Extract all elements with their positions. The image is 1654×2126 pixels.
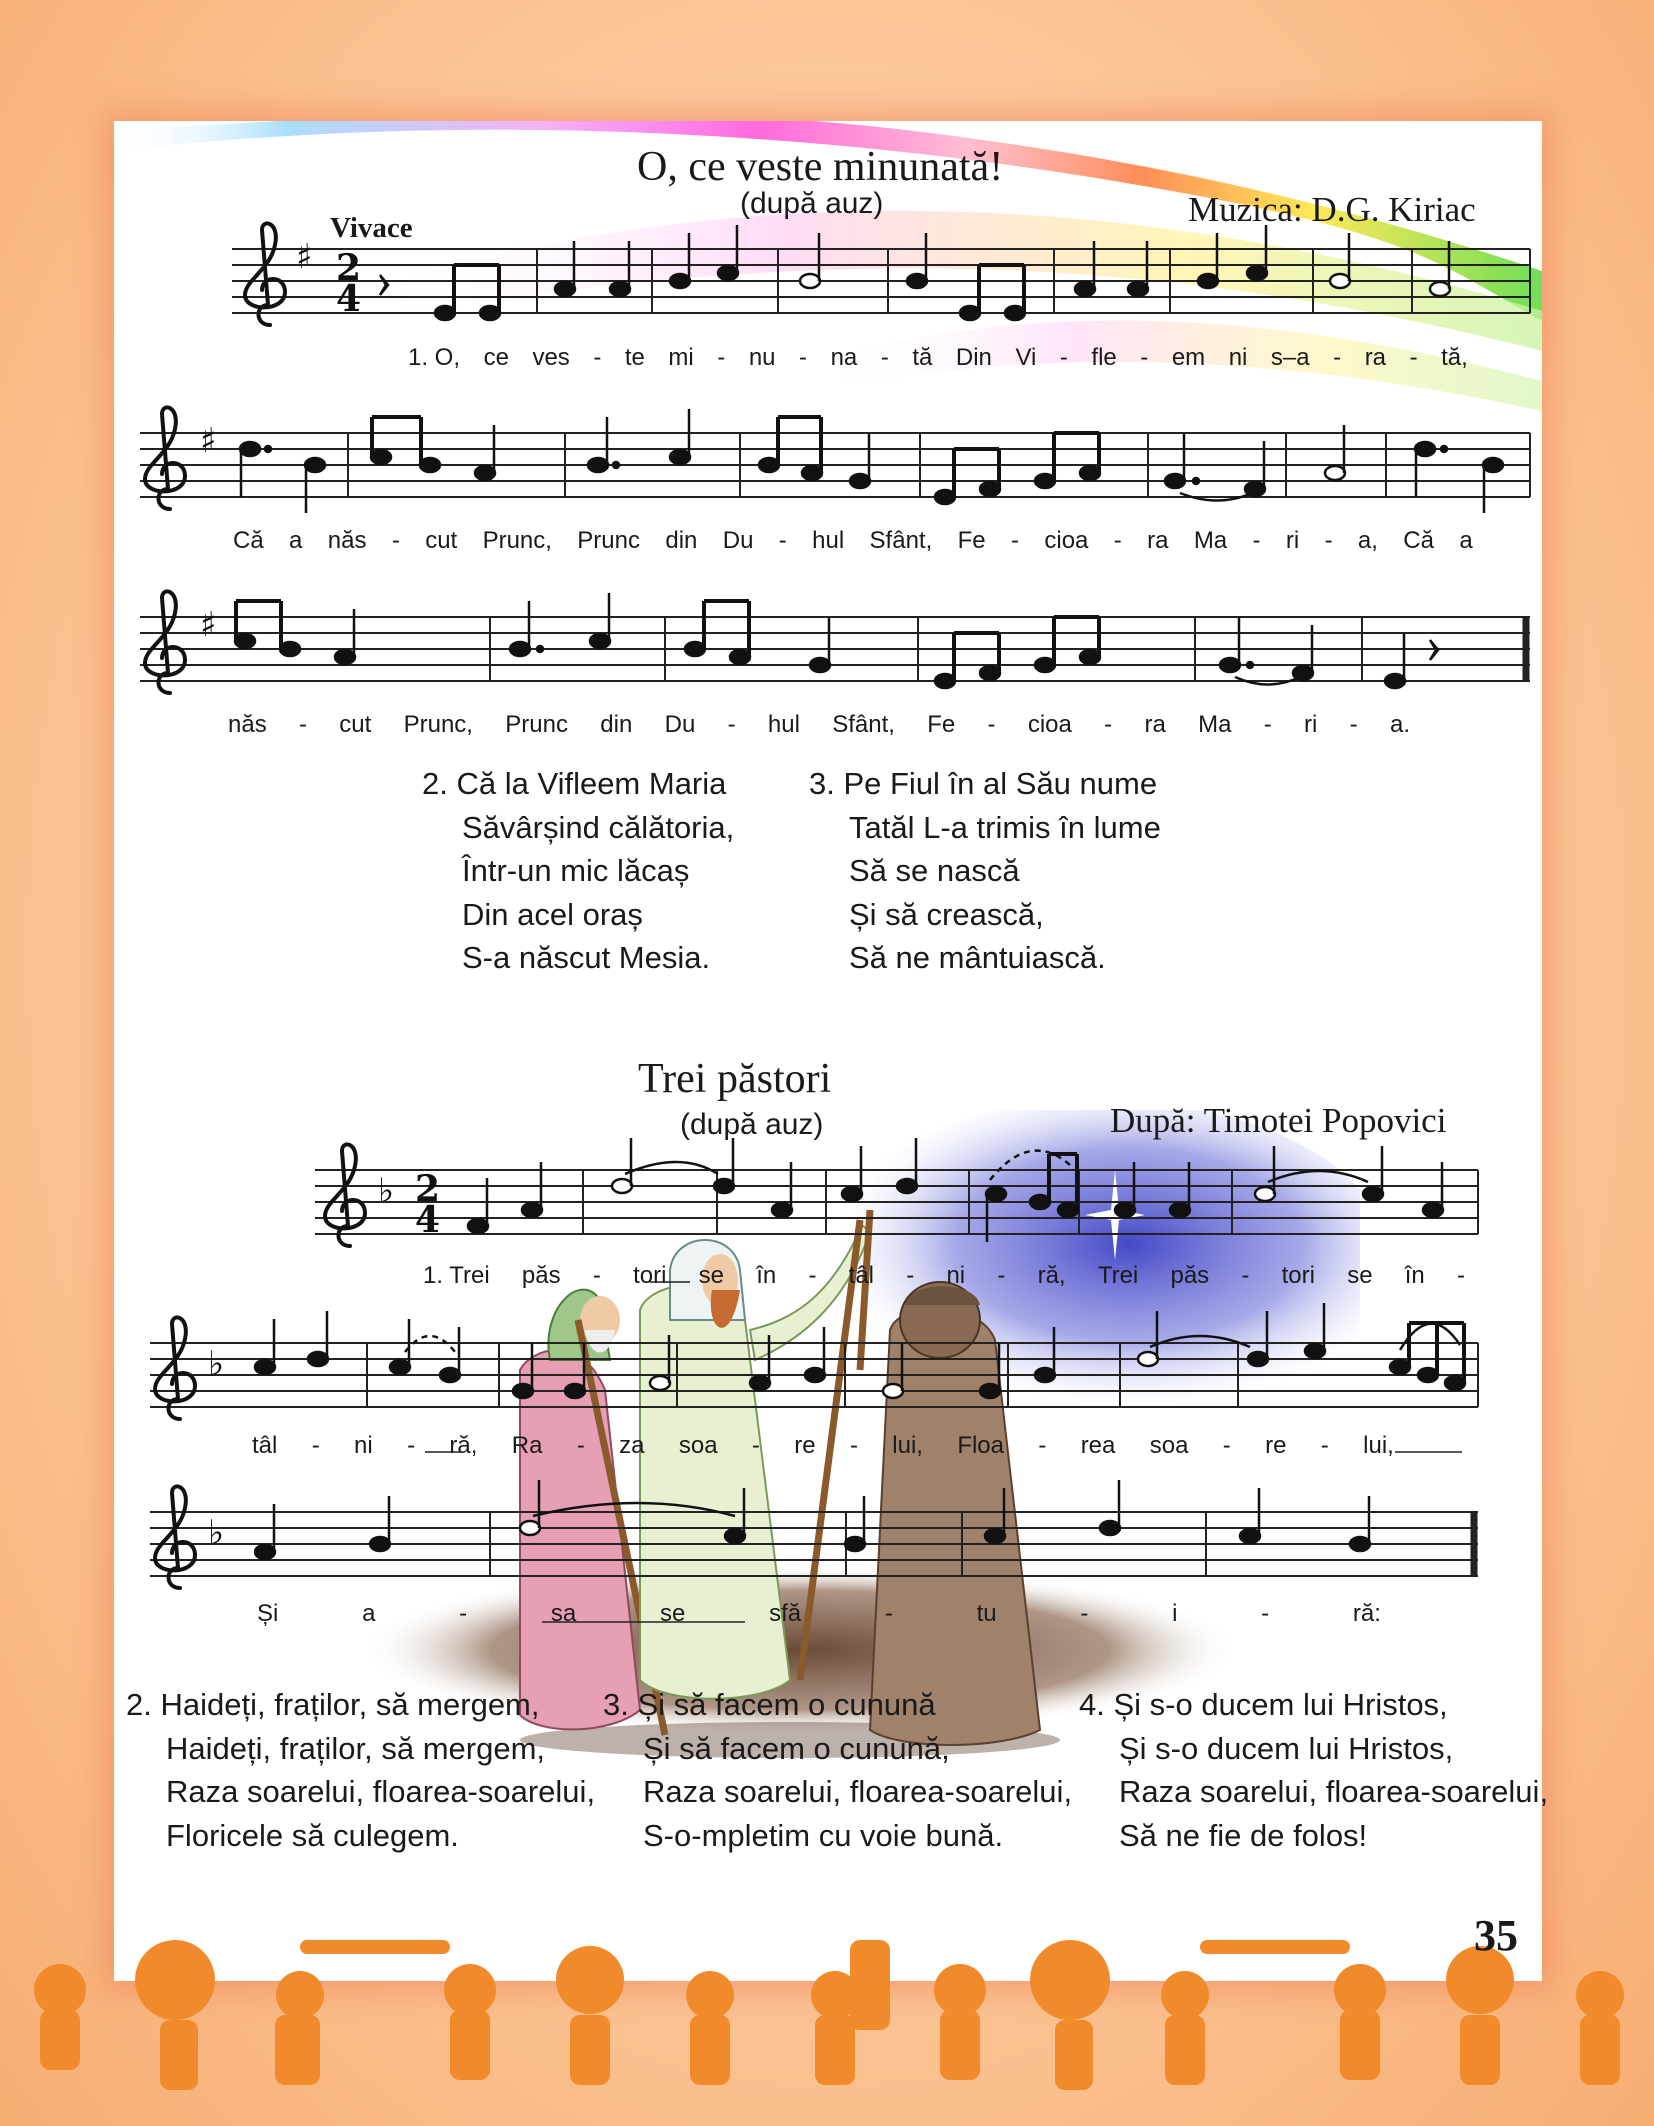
song1-lyrics-line1: 1. O, ce ves - te mi - nu - na - tă Din Vi - fle - em ni s–a - ra - tă, <box>408 344 1468 371</box>
treble-clef-icon <box>155 1317 195 1419</box>
time-signature-numerator: 2 <box>415 1168 441 1210</box>
treble-clef-icon <box>145 407 185 509</box>
song1-composer: Muzica: D.G. Kiriac <box>1188 190 1476 229</box>
sharp-icon: ♯ <box>200 421 217 461</box>
flat-icon: ♭ <box>208 1513 225 1553</box>
sharp-icon: ♯ <box>296 237 313 277</box>
treble-clef-icon <box>155 1486 195 1588</box>
song1-notes-line1 <box>380 225 1450 320</box>
sharp-icon: ♯ <box>200 605 217 645</box>
song2-notes-line1 <box>468 1138 1443 1242</box>
song1-tempo: Vivace <box>330 212 413 244</box>
song2-notes-line3 <box>255 1480 1370 1559</box>
time-signature-denominator: 4 <box>336 278 362 320</box>
song2-composer: După: Timotei Popovici <box>1110 1101 1447 1140</box>
song2-verse-2: 2. Haideți, fraților, să mergem, Haideți, fraților, să mergem, Raza soarelui, floarea-soarelui, Floricele să culegem. <box>126 1687 596 1853</box>
time-signature-denominator: 4 <box>415 1199 441 1241</box>
treble-clef-icon <box>325 1144 365 1246</box>
song1-lyrics-line3: năs - cut Prunc, Prunc din Du - hul Sfânt, Fe - cioa - ra Ma - ri - a. <box>228 711 1410 738</box>
song2-notes-line2 <box>255 1303 1465 1398</box>
time-signature-numerator: 2 <box>336 247 362 289</box>
song2-lyrics-line1: 1. Trei păs - tori se în - tâl - ni - ră, Trei păs - tori se în - <box>423 1262 1465 1289</box>
song2-lyrics-line2: tâl - ni - ră, Ra - za soa - re - lui, Floa - rea soa - re - lui, <box>252 1432 1394 1459</box>
song2-verse-3: 3. Și să facem o cunună Și să facem o cunună, Raza soarelui, floarea-soarelui, S-o-mpletim cu voie bună. <box>603 1687 1073 1853</box>
song1-title: O, ce veste minunată! <box>637 144 1004 190</box>
song1-verse-3: 3. Pe Fiul în al Său nume Tatăl L-a trimis în lume Să se nască Și să crească, Să ne mântuiască. <box>809 766 1161 975</box>
song1-notes-line3 <box>235 593 1438 688</box>
flat-icon: ♭ <box>378 1171 395 1211</box>
song1-lyrics-line2: Că a năs - cut Prunc, Prunc din Du - hul Sfânt, Fe - cioa - ra Ma - ri - a, Că a <box>233 527 1473 554</box>
song2-lyrics-line3: Și a - sa se sfă - tu - i - ră: <box>257 1600 1381 1627</box>
song1-subtitle: (după auz) <box>740 187 884 220</box>
treble-clef-icon <box>245 223 285 325</box>
flat-icon: ♭ <box>208 1344 225 1384</box>
song2-staff-line3 <box>150 1512 1478 1576</box>
song2-verse-4: 4. Și s-o ducem lui Hristos, Și s-o ducem lui Hristos, Raza soarelui, floarea-soarelui, Să ne fie de folos! <box>1079 1687 1549 1853</box>
song2-subtitle: (după auz) <box>680 1108 824 1141</box>
song1-verse-2: 2. Că la Vifleem Maria Săvârșind călătoria, Într-un mic lăcaș Din acel oraș S-a născut Mesia. <box>422 766 735 975</box>
song2-title: Trei păstori <box>638 1056 832 1102</box>
song1-staff-line3 <box>140 617 1530 681</box>
treble-clef-icon <box>145 591 185 693</box>
song2-staff-line1 <box>315 1170 1478 1234</box>
page-number: 35 <box>1474 1911 1518 1960</box>
